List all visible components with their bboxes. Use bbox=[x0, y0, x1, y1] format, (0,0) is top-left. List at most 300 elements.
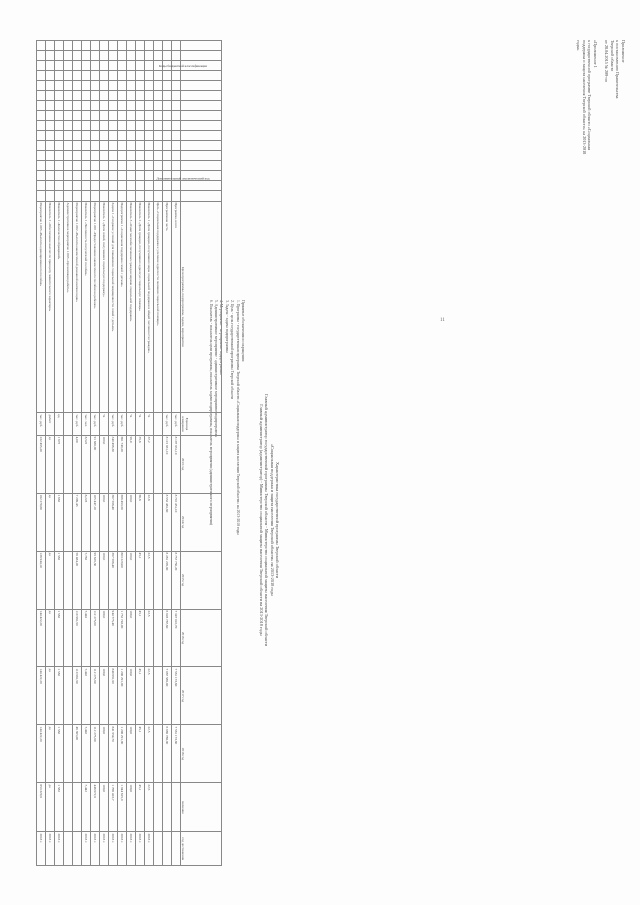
note-line: Принятые обозначения и сокращения: bbox=[241, 300, 245, 362]
code-cell bbox=[172, 121, 181, 131]
code-cell bbox=[73, 101, 82, 111]
code-cell bbox=[64, 81, 73, 91]
code-cell bbox=[127, 161, 136, 171]
code-cell bbox=[127, 141, 136, 151]
row-unit-cell: да/нет bbox=[46, 413, 55, 435]
code-cell bbox=[145, 191, 154, 201]
row-value-cell bbox=[154, 435, 163, 493]
row-value-cell: 100,0 bbox=[127, 667, 136, 725]
row-name-cell: Цель «Социальная поддержка и усиление адресности оказания социальной помощи» bbox=[154, 201, 163, 413]
table-row bbox=[109, 41, 118, 866]
code-cell bbox=[100, 51, 109, 61]
code-cell bbox=[46, 151, 55, 161]
code-cell bbox=[82, 51, 91, 61]
code-cell bbox=[73, 41, 82, 51]
code-cell bbox=[172, 41, 181, 51]
code-cell bbox=[109, 61, 118, 71]
code-cell bbox=[82, 41, 91, 51]
header-code-cell bbox=[181, 131, 222, 141]
row-result-cell: 448 672,9 bbox=[91, 783, 100, 832]
row-value-cell: 7 561 173,60 bbox=[172, 667, 181, 725]
code-cell bbox=[100, 161, 109, 171]
row-result-cell: 2018 г. bbox=[55, 832, 64, 866]
row-result-cell: 853 329,9 bbox=[37, 783, 46, 832]
code-cell bbox=[46, 41, 55, 51]
code-cell bbox=[163, 121, 172, 131]
code-cell bbox=[55, 81, 64, 91]
code-cell bbox=[154, 101, 163, 111]
code-cell bbox=[109, 101, 118, 111]
row-value-cell: 99 629,30 bbox=[91, 551, 100, 609]
row-value-cell: 22,5 bbox=[145, 609, 154, 667]
row-unit-cell bbox=[154, 413, 163, 435]
code-cell bbox=[46, 91, 55, 101]
code-cell bbox=[109, 51, 118, 61]
code-cell bbox=[100, 91, 109, 101]
code-cell bbox=[145, 101, 154, 111]
code-cell bbox=[100, 191, 109, 201]
row-name-cell: Показатель 1 «Доля граждан, получивших меры социальной поддержки в общей численности граждан» bbox=[145, 201, 154, 413]
table-row bbox=[172, 41, 181, 866]
row-value-cell: 144 422,20 bbox=[37, 725, 46, 783]
appendix-line: к государственной программе Тверской области «Социальная bbox=[587, 40, 593, 151]
code-cell bbox=[91, 51, 100, 61]
code-cell bbox=[127, 71, 136, 81]
code-cell bbox=[136, 41, 145, 51]
code-cell bbox=[145, 61, 154, 71]
note-line: 3. Задача - задача подпрограммы bbox=[224, 300, 229, 353]
code-cell bbox=[91, 91, 100, 101]
row-result-cell: 2018 г. bbox=[46, 832, 55, 866]
code-cell bbox=[172, 181, 181, 191]
row-value-cell: 8 281 205,90 bbox=[163, 551, 172, 609]
code-cell bbox=[109, 161, 118, 171]
code-cell bbox=[55, 51, 64, 61]
header-code-cell bbox=[181, 141, 222, 151]
row-value-cell: 7 087 589,00 bbox=[163, 667, 172, 725]
row-result-cell: 2018 г. bbox=[82, 832, 91, 866]
header-code-cell bbox=[181, 161, 222, 171]
row-value-cell: 22,5 bbox=[145, 725, 154, 783]
code-cell bbox=[64, 191, 73, 201]
row-result-cell: 1 944 625,9 bbox=[118, 783, 127, 832]
code-cell bbox=[91, 101, 100, 111]
code-cell bbox=[145, 41, 154, 51]
code-cell bbox=[163, 81, 172, 91]
code-cell bbox=[118, 101, 127, 111]
code-cell bbox=[37, 191, 46, 201]
row-value-cell: 7 561 173,60 bbox=[172, 725, 181, 783]
row-value-cell: 144 422,20 bbox=[37, 609, 46, 667]
code-cell bbox=[145, 151, 154, 161]
appendix-line: Приложение bbox=[621, 40, 626, 63]
code-cell bbox=[46, 101, 55, 111]
row-value-cell: 7,782 bbox=[82, 551, 91, 609]
row-result-cell bbox=[172, 832, 181, 866]
note-line: 4. Мероприятие - мероприятие подпрограммы bbox=[219, 300, 224, 375]
code-cell bbox=[64, 91, 73, 101]
row-value-cell: 1 582 bbox=[55, 609, 64, 667]
code-cell bbox=[91, 161, 100, 171]
code-cell bbox=[154, 111, 163, 121]
code-cell bbox=[37, 81, 46, 91]
table-row bbox=[82, 41, 91, 866]
appendix-line: к постановлению Правительства bbox=[615, 40, 621, 99]
row-value-cell: 37,2 bbox=[145, 435, 154, 493]
program-table bbox=[30, 40, 222, 866]
row-unit-cell: тыс. руб. bbox=[109, 413, 118, 435]
code-cell bbox=[91, 171, 100, 181]
code-cell bbox=[136, 181, 145, 191]
table-row bbox=[136, 41, 145, 866]
code-cell bbox=[73, 181, 82, 191]
code-cell bbox=[100, 141, 109, 151]
row-value-cell bbox=[64, 609, 73, 667]
row-value-cell: 100,0 bbox=[100, 609, 109, 667]
code-cell bbox=[55, 131, 64, 141]
row-result-cell: 100,0 bbox=[127, 783, 136, 832]
row-value-cell: 100,0 bbox=[100, 493, 109, 551]
code-cell bbox=[91, 81, 100, 91]
code-cell bbox=[91, 61, 100, 71]
row-result-cell: 7,442 bbox=[82, 783, 91, 832]
code-cell bbox=[100, 81, 109, 91]
code-cell bbox=[46, 191, 55, 201]
code-cell bbox=[55, 191, 64, 201]
header-code-cell bbox=[181, 71, 222, 81]
row-value-cell: 1 582 bbox=[55, 725, 64, 783]
code-cell bbox=[64, 41, 73, 51]
row-name-cell: Программная часть bbox=[163, 201, 172, 413]
table-row bbox=[154, 41, 163, 866]
code-cell bbox=[127, 81, 136, 91]
code-cell bbox=[163, 41, 172, 51]
code-cell bbox=[55, 91, 64, 101]
code-cell bbox=[145, 71, 154, 81]
code-cell bbox=[55, 61, 64, 71]
code-cell bbox=[136, 71, 145, 81]
code-cell bbox=[37, 151, 46, 161]
code-cell bbox=[46, 51, 55, 61]
row-unit-cell: тыс. руб. bbox=[118, 413, 127, 435]
code-cell bbox=[154, 191, 163, 201]
code-cell bbox=[82, 61, 91, 71]
code-cell bbox=[37, 171, 46, 181]
code-cell bbox=[109, 131, 118, 141]
row-value-cell: 8,522 bbox=[82, 435, 91, 493]
code-cell bbox=[82, 131, 91, 141]
code-cell bbox=[136, 171, 145, 181]
row-value-cell: 110 981,90 bbox=[73, 667, 82, 725]
row-value-cell: 35,6 bbox=[136, 435, 145, 493]
row-result-cell: 2018 г. bbox=[37, 832, 46, 866]
row-value-cell bbox=[154, 551, 163, 609]
code-cell bbox=[163, 191, 172, 201]
row-result-cell: 45,1 bbox=[136, 783, 145, 832]
code-cell bbox=[154, 91, 163, 101]
row-value-cell: 100,0 bbox=[127, 551, 136, 609]
code-cell bbox=[73, 81, 82, 91]
code-cell bbox=[172, 131, 181, 141]
row-value-cell: 7,442 bbox=[82, 667, 91, 725]
row-name-cell: Показатель 2 «Доля граждан, получивших адресную социальную помощь» bbox=[136, 201, 145, 413]
code-cell bbox=[136, 121, 145, 131]
code-cell bbox=[127, 171, 136, 181]
row-value-cell: 841 954,70 bbox=[109, 725, 118, 783]
row-value-cell bbox=[154, 493, 163, 551]
code-cell bbox=[73, 91, 82, 101]
code-cell bbox=[136, 111, 145, 121]
row-result-cell: 2018 г. bbox=[145, 832, 154, 866]
code-cell bbox=[172, 191, 181, 201]
code-cell bbox=[64, 111, 73, 121]
code-cell bbox=[64, 61, 73, 71]
code-cell bbox=[109, 151, 118, 161]
code-cell bbox=[91, 121, 100, 131]
row-value-cell: 803 229,00 bbox=[118, 551, 127, 609]
header-year-cell: 2018 год bbox=[181, 725, 222, 783]
row-value-cell: 4,00 bbox=[73, 435, 82, 493]
row-unit-cell: % bbox=[100, 413, 109, 435]
code-cell bbox=[172, 101, 181, 111]
row-unit-cell: % bbox=[136, 413, 145, 435]
row-value-cell: 100,0 bbox=[127, 609, 136, 667]
code-cell bbox=[73, 191, 82, 201]
table-row bbox=[73, 41, 82, 866]
code-cell bbox=[145, 131, 154, 141]
code-cell bbox=[46, 141, 55, 151]
row-value-cell: 1 752 743,00 bbox=[118, 609, 127, 667]
row-name-cell: Показатель 3 «Охват малообеспеченных граждан мерами социальной поддержки» bbox=[127, 201, 136, 413]
code-cell bbox=[73, 161, 82, 171]
row-name-cell: Мероприятие 1.001 «Предоставление ежемесячного пособия на ребенка» bbox=[91, 201, 100, 413]
code-cell bbox=[100, 151, 109, 161]
code-cell bbox=[109, 91, 118, 101]
table-row bbox=[55, 41, 64, 866]
code-cell bbox=[91, 181, 100, 191]
code-cell bbox=[127, 181, 136, 191]
code-cell bbox=[172, 141, 181, 151]
code-cell bbox=[163, 161, 172, 171]
row-value-cell: 232 495,20 bbox=[37, 435, 46, 493]
header-year-cell: 2016 год bbox=[181, 609, 222, 667]
row-value-cell bbox=[154, 609, 163, 667]
row-value-cell: 100,0 bbox=[100, 551, 109, 609]
row-value-cell: 100,0 bbox=[100, 435, 109, 493]
code-cell bbox=[82, 151, 91, 161]
code-cell bbox=[55, 181, 64, 191]
code-cell bbox=[82, 91, 91, 101]
code-cell bbox=[118, 91, 127, 101]
row-value-cell: 661 749,20 bbox=[118, 435, 127, 493]
code-cell bbox=[73, 71, 82, 81]
code-cell bbox=[37, 41, 46, 51]
code-cell bbox=[154, 161, 163, 171]
code-cell bbox=[172, 111, 181, 121]
code-cell bbox=[73, 111, 82, 121]
code-cell bbox=[118, 111, 127, 121]
code-cell bbox=[118, 81, 127, 91]
table-row bbox=[100, 41, 109, 866]
row-name-cell: Мероприятие 1.005 «Выплата единовременного пособия» bbox=[37, 201, 46, 413]
note-line: 6. Показатель - показатель цели программы, показатель задачи подпрограммы, показатель мероприятия (административного мероприятия) bbox=[208, 300, 213, 525]
code-cell bbox=[55, 171, 64, 181]
code-cell bbox=[37, 161, 46, 171]
code-cell bbox=[109, 181, 118, 191]
appendix-line: Тверской области bbox=[609, 40, 615, 72]
row-value-cell: 112 275,60 bbox=[91, 667, 100, 725]
header-code-cell bbox=[181, 101, 222, 111]
row-name-cell: Задача 1 «Создание условий для повышения социальной защищенности семей с детьми» bbox=[109, 201, 118, 413]
row-value-cell: да bbox=[46, 551, 55, 609]
code-cell bbox=[100, 171, 109, 181]
code-cell bbox=[118, 151, 127, 161]
code-cell bbox=[82, 161, 91, 171]
row-value-cell: 45,1 bbox=[136, 725, 145, 783]
row-result-cell bbox=[163, 783, 172, 832]
row-result-cell: 2018 г. bbox=[118, 832, 127, 866]
table-row bbox=[91, 41, 100, 866]
code-cell bbox=[64, 101, 73, 111]
code-cell bbox=[172, 151, 181, 161]
table-row bbox=[163, 41, 172, 866]
row-value-cell: 45,1 bbox=[136, 667, 145, 725]
row-result-cell: 100,0 bbox=[100, 783, 109, 832]
code-cell bbox=[91, 141, 100, 151]
code-cell bbox=[91, 191, 100, 201]
code-cell bbox=[37, 91, 46, 101]
row-value-cell: 112 275,60 bbox=[91, 725, 100, 783]
code-cell bbox=[154, 51, 163, 61]
row-result-cell: 2018 г. bbox=[127, 832, 136, 866]
row-result-cell: 2018 г. bbox=[109, 832, 118, 866]
row-value-cell: да bbox=[46, 435, 55, 493]
code-cell bbox=[55, 41, 64, 51]
code-cell bbox=[37, 61, 46, 71]
row-unit-cell: % bbox=[127, 413, 136, 435]
code-cell bbox=[91, 151, 100, 161]
header-code-cell bbox=[159, 41, 222, 68]
code-cell bbox=[145, 51, 154, 61]
code-cell bbox=[118, 51, 127, 61]
code-cell bbox=[172, 71, 181, 81]
row-value-cell: 8 710 451,10 bbox=[172, 493, 181, 551]
row-value-cell: 8,223 bbox=[82, 493, 91, 551]
row-value-cell: 7,442 bbox=[82, 609, 91, 667]
row-value-cell: 7 347 022,70 bbox=[172, 609, 181, 667]
code-cell bbox=[73, 61, 82, 71]
header-year-cell: 2014 год bbox=[181, 493, 222, 551]
code-cell bbox=[118, 121, 127, 131]
header-result-cell: значение bbox=[181, 783, 222, 832]
code-cell bbox=[109, 41, 118, 51]
code-cell bbox=[136, 191, 145, 201]
code-cell bbox=[136, 81, 145, 91]
row-name-cell: Показатель 2 «Обеспечение выплат по принципу заявительного характера» bbox=[46, 201, 55, 413]
header-code-cell bbox=[181, 81, 222, 91]
row-value-cell: 144 422,20 bbox=[37, 667, 46, 725]
code-cell bbox=[73, 51, 82, 61]
code-cell bbox=[136, 131, 145, 141]
row-name-cell: Показатель 1 «Численность получателей пособия» bbox=[82, 201, 91, 413]
appendix-line: от 28.04.2015 № 209-пп bbox=[604, 40, 610, 83]
code-cell bbox=[64, 171, 73, 181]
code-cell bbox=[37, 121, 46, 131]
table-row bbox=[37, 41, 46, 866]
row-result-cell: 22,5 bbox=[145, 783, 154, 832]
code-cell bbox=[55, 121, 64, 131]
row-value-cell: да bbox=[46, 667, 55, 725]
code-cell bbox=[100, 41, 109, 51]
table-header-row bbox=[181, 41, 222, 866]
row-value-cell: 112 275,60 bbox=[91, 609, 100, 667]
row-unit-cell: тыс. руб. bbox=[163, 413, 172, 435]
code-cell bbox=[55, 101, 64, 111]
row-value-cell: 340 496,30 bbox=[109, 435, 118, 493]
appendix-line: «Приложение 1 bbox=[593, 40, 599, 68]
code-cell bbox=[136, 151, 145, 161]
row-value-cell: 696 493,50 bbox=[118, 493, 127, 551]
row-value-cell: 45,1 bbox=[136, 551, 145, 609]
code-cell bbox=[100, 61, 109, 71]
row-name-cell: Мероприятие 1.002 «Выплата ежемесячной денежной компенсации» bbox=[73, 201, 82, 413]
code-cell bbox=[154, 81, 163, 91]
code-cell bbox=[73, 151, 82, 161]
row-value-cell: 105 447,10 bbox=[91, 493, 100, 551]
row-unit-cell: тыс. чел. bbox=[82, 413, 91, 435]
code-cell bbox=[118, 161, 127, 171]
row-value-cell bbox=[64, 435, 73, 493]
code-cell bbox=[136, 61, 145, 71]
row-value-cell: 8 197 931,10 bbox=[172, 435, 181, 493]
row-result-cell bbox=[73, 783, 82, 832]
code-cell bbox=[145, 141, 154, 151]
code-cell bbox=[82, 171, 91, 181]
code-cell bbox=[82, 191, 91, 201]
code-cell bbox=[163, 101, 172, 111]
code-cell bbox=[127, 101, 136, 111]
header-name-cell: Цели программы, подпрограммы, задачи, мероприятия bbox=[181, 201, 222, 413]
row-unit-cell: тыс. руб. bbox=[91, 413, 100, 435]
code-cell bbox=[100, 121, 109, 131]
code-cell bbox=[64, 71, 73, 81]
row-value-cell: 8 115 931,10 bbox=[163, 435, 172, 493]
row-value-cell: 1 582 bbox=[55, 667, 64, 725]
appendix-line: поддержка и защита населения Тверской области» на 2013-2018 bbox=[581, 40, 587, 155]
code-cell bbox=[82, 81, 91, 91]
code-cell bbox=[127, 61, 136, 71]
header-unit-cell: Единица измерения bbox=[181, 413, 222, 435]
code-cell bbox=[154, 141, 163, 151]
code-cell bbox=[127, 191, 136, 201]
header-code-cell bbox=[181, 91, 222, 101]
row-value-cell: 6 989 788,90 bbox=[163, 725, 172, 783]
code-cell bbox=[145, 161, 154, 171]
code-cell bbox=[55, 141, 64, 151]
row-result-cell: 1 582 bbox=[55, 783, 64, 832]
code-cell bbox=[37, 111, 46, 121]
header-code-cell bbox=[181, 121, 222, 131]
table-row bbox=[145, 41, 154, 866]
row-name-cell: Показатель 1 «Количество обращений» bbox=[55, 201, 64, 413]
row-result-cell bbox=[172, 783, 181, 832]
code-cell bbox=[37, 141, 46, 151]
row-result-cell bbox=[163, 832, 172, 866]
row-value-cell: да bbox=[46, 493, 55, 551]
header-code-cell bbox=[181, 181, 222, 191]
row-value-cell: 1 208 291,90 bbox=[118, 725, 127, 783]
code-cell bbox=[109, 121, 118, 131]
